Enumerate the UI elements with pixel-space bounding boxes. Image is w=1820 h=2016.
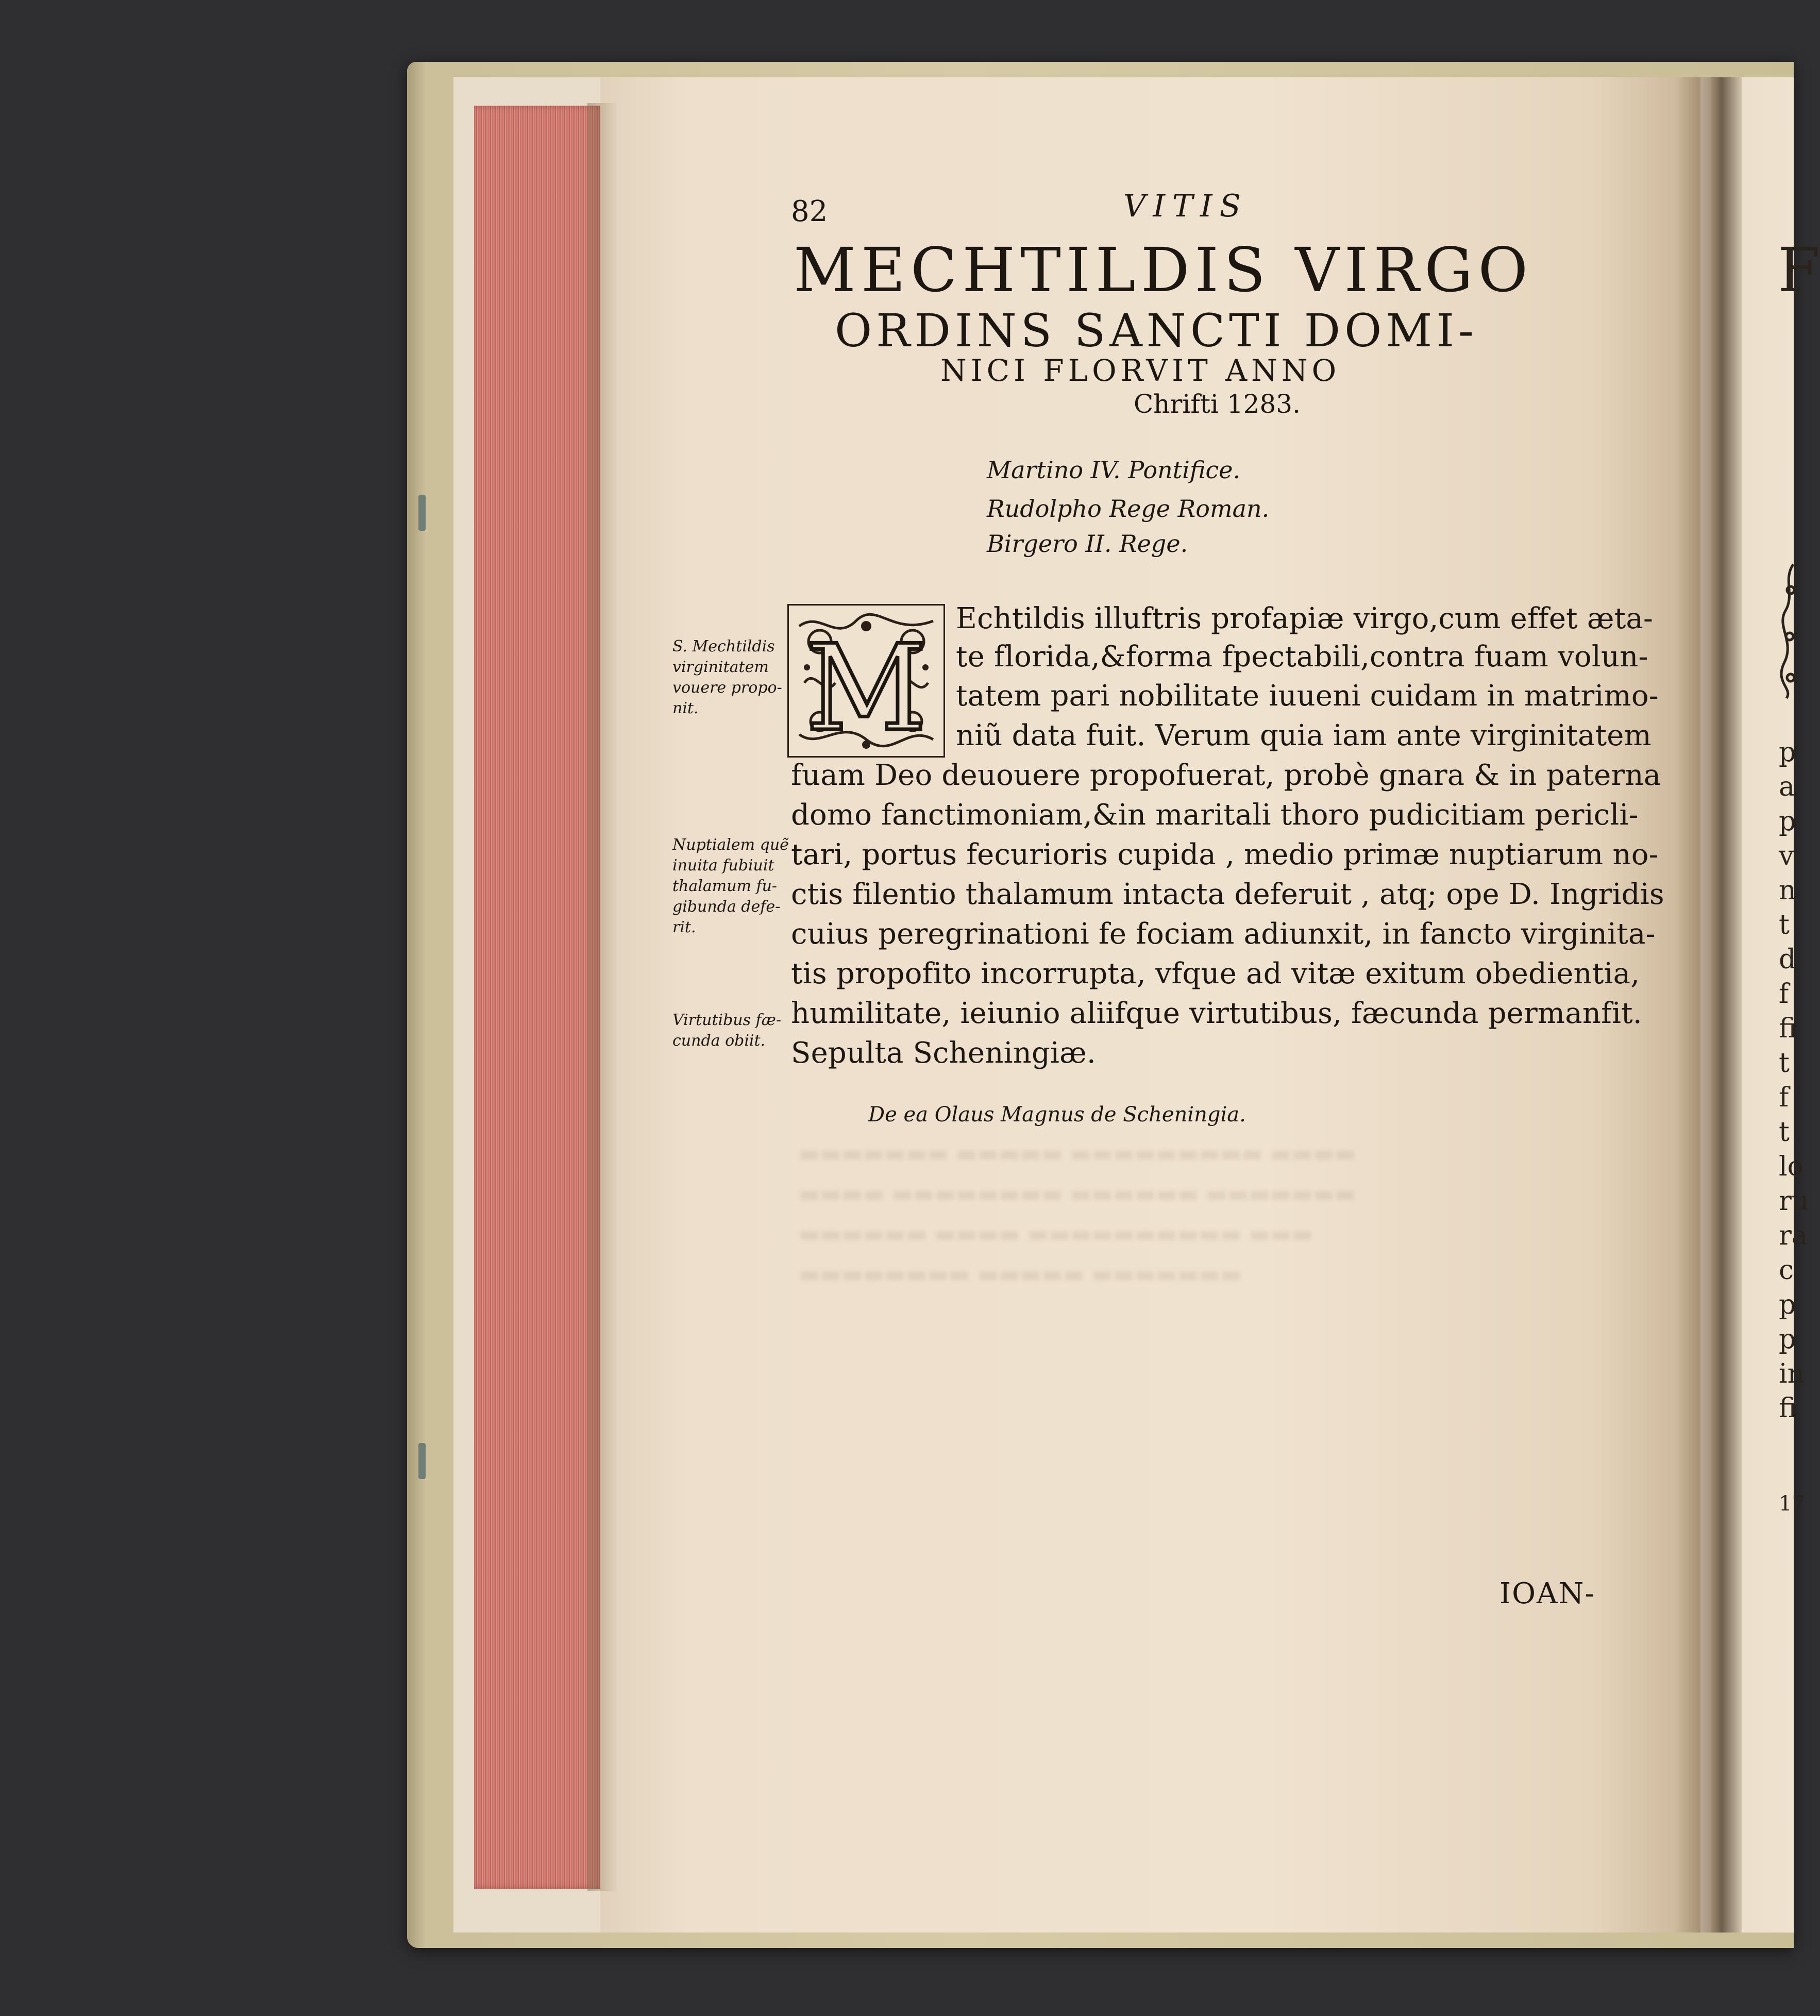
opposite-line-start: fi	[1779, 1393, 1797, 1424]
title-line-1: MECHTILDIS VIRGO	[794, 234, 1533, 306]
body-line-10: tis propofito incorrupta, vfque ad vitæ exitum obedientia,	[791, 957, 1640, 990]
opposite-line-start: fi	[1779, 1013, 1797, 1044]
margin-note-vow: S. Mechtildis virginitatem vouere propo- nit.	[672, 637, 782, 717]
opposite-line-start: ru	[1779, 1186, 1809, 1217]
book-gutter	[1675, 77, 1742, 1933]
body-line-5: fuam Deo deuouere propofuerat, probè gnara & in paterna	[791, 759, 1661, 792]
body-line-9: cuius peregrinationi fe fociam adiunxit, in fancto virginita-	[791, 917, 1656, 951]
page-number: 82	[791, 195, 828, 228]
opposite-line-start: in	[1779, 1358, 1805, 1389]
opposite-line-start: t	[1779, 910, 1790, 940]
opposite-line-start: c	[1779, 1255, 1794, 1286]
opposite-line-start: d	[1779, 944, 1796, 975]
opposite-page-ornament-icon	[1780, 559, 1796, 703]
show-through-decoration: ▬▬▬▬▬▬▬ ▬▬▬▬▬ ▬▬▬▬▬▬▬▬▬ ▬▬▬▬ ▬▬▬▬ ▬▬▬▬▬▬▬▬ ▬▬▬▬▬▬ ▬▬▬▬▬▬▬ ▬▬▬▬▬▬ ▬▬▬▬ ▬▬▬▬▬▬▬▬▬▬ ▬▬▬ ▬▬▬▬▬▬▬▬ ▬▬▬▬▬ ▬▬▬▬▬▬▬	[799, 1140, 1356, 1287]
body-line-7: tari, portus fecurioris cupida , medio primæ nuptiarum no-	[791, 838, 1659, 871]
red-page-edges	[474, 106, 603, 1889]
opposite-line-start: p	[1779, 1289, 1796, 1320]
dating-king: Birgero II. Rege.	[987, 530, 1188, 558]
opposite-line-start: t	[1779, 1117, 1790, 1148]
title-line-4: Chrifti 1283.	[1134, 389, 1301, 419]
attribution-line: De ea Olaus Magnus de Scheningia.	[868, 1103, 1246, 1127]
floral-initial-ornament-icon	[789, 606, 943, 756]
opposite-line-start: lo	[1779, 1151, 1804, 1182]
margin-note-flight: Nuptialem quẽ inuita fubiuit thalamum fu- gibunda defe- rit.	[672, 836, 789, 936]
body-line-3: tatem pari nobilitate iuueni cuidam in matrimo-	[956, 679, 1659, 713]
opposite-line-start: p	[1779, 737, 1796, 768]
body-line-4: niũ data fuit. Verum quia iam ante virginitatem	[956, 719, 1652, 752]
decorated-initial	[787, 604, 945, 758]
opposite-line-start: 17	[1779, 1492, 1805, 1516]
opposite-line-start: t	[1779, 1048, 1790, 1079]
margin-note-death: Virtutibus fæ- cunda obiit.	[672, 1011, 781, 1050]
running-head: VITIS	[1123, 188, 1248, 224]
opposite-line-start: v	[1779, 841, 1794, 871]
dating-pope: Martino IV. Pontifice.	[987, 456, 1241, 484]
opposite-line-start: ra	[1779, 1220, 1808, 1251]
body-line-11: humilitate, ieiunio aliifque virtutibus, fæcunda permanfit.	[791, 997, 1642, 1030]
body-line-2: te florida,&forma fpectabili,contra fuam volun-	[956, 640, 1648, 674]
body-line-8: ctis filentio thalamum intacta deferuit , atq; ope D. Ingridis	[791, 878, 1664, 911]
opposite-line-start: p	[1779, 1324, 1796, 1355]
opposite-line-start: p	[1779, 806, 1796, 837]
cover-clasp-top	[418, 495, 426, 531]
opposite-line-start: n	[1779, 875, 1796, 906]
title-line-3: NICI FLORVIT ANNO	[940, 353, 1341, 388]
cover-clasp-bottom	[418, 1443, 426, 1479]
page-edge-shadow	[587, 103, 618, 1891]
opposite-line-start: a	[1779, 771, 1795, 802]
dating-emperor: Rudolpho Rege Roman.	[987, 495, 1270, 523]
opposite-page-heading-fragment: F	[1778, 234, 1820, 306]
body-line-6: domo fanctimoniam,&in maritali thoro pudicitiam pericli-	[791, 798, 1639, 832]
catchword: IOAN-	[1499, 1577, 1596, 1610]
opposite-line-start: f	[1779, 979, 1789, 1010]
body-line-12: Sepulta Scheningiæ.	[791, 1036, 1096, 1070]
initial-letter: M	[805, 620, 927, 758]
opposite-line-start: f	[1779, 1082, 1789, 1113]
title-line-2: ORDINS SANCTI DOMI-	[835, 304, 1478, 357]
body-line-1: Echtildis illuftris profapiæ virgo,cum effet æta-	[956, 602, 1654, 635]
